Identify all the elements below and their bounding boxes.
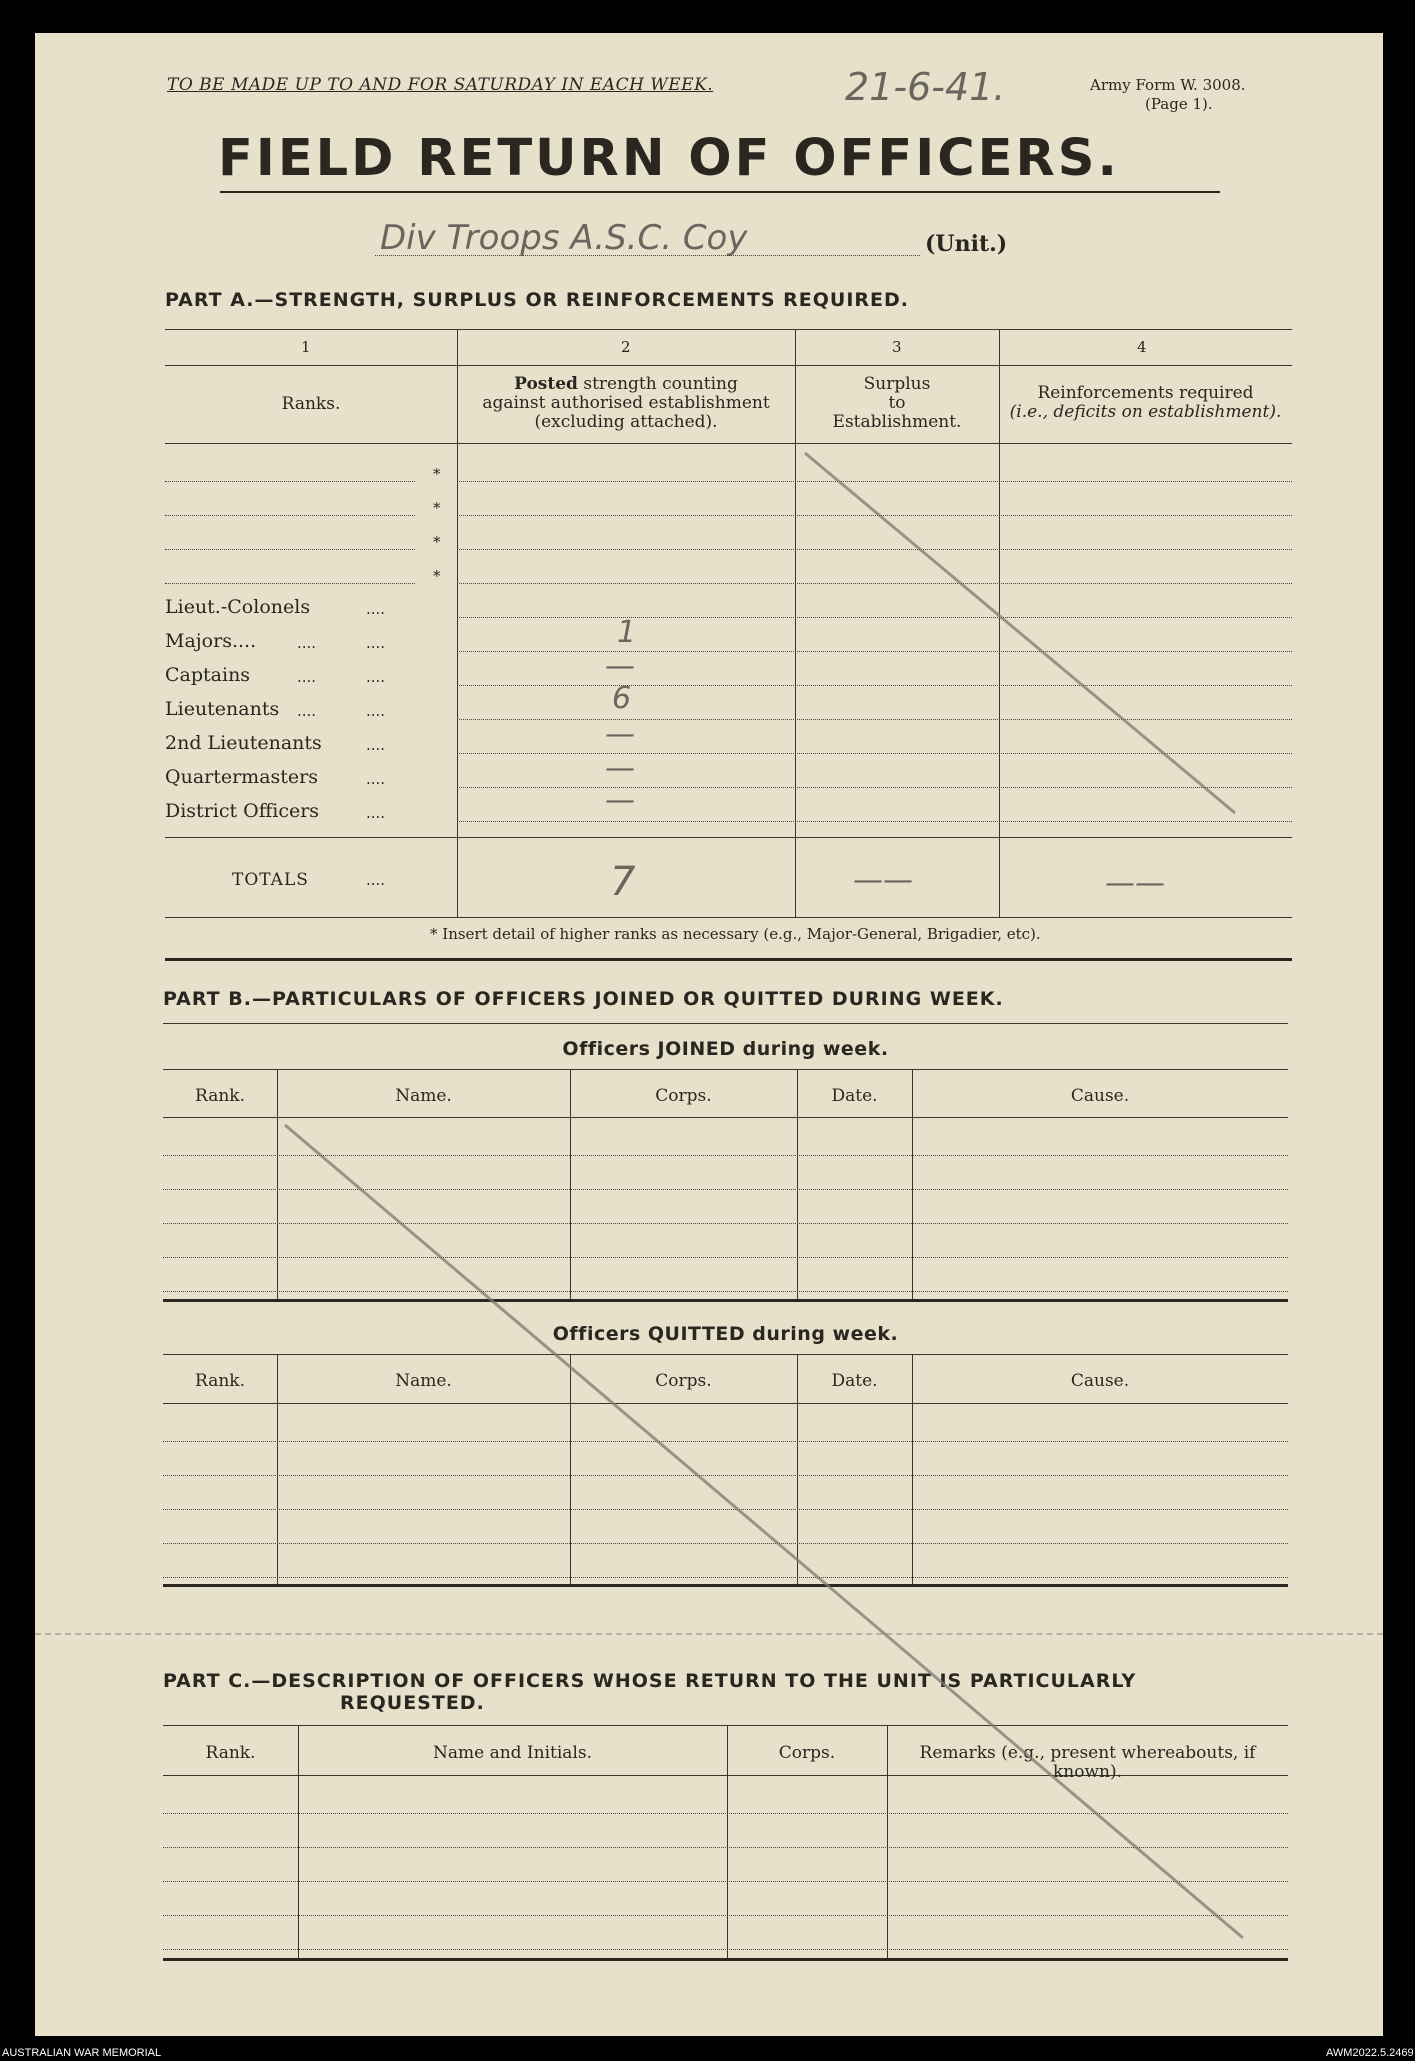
posted-value: 1 (617, 615, 637, 650)
part-c-heading-1: PART C.—DESCRIPTION OF OFFICERS WHOSE RETURN TO THE UNIT IS PARTICULARLY (163, 1670, 1137, 1692)
posted-value: — (605, 751, 635, 786)
col-number-1: 1 (301, 338, 311, 356)
leader-dots: .... (366, 770, 386, 788)
form-number: Army Form W. 3008. (1090, 76, 1246, 94)
col-reinf-line1: Reinforcements required (1037, 383, 1254, 403)
totals-reinforcements: —— (1105, 866, 1165, 901)
asterisk-4: * (433, 567, 441, 585)
part-a-heading: PART A.—STRENGTH, SURPLUS OR REINFORCEMENTS REQUIRED. (165, 289, 910, 311)
rank-label: Lieut.-Colonels (165, 596, 311, 618)
strike-part-a (805, 453, 1235, 813)
posted-value: — (605, 717, 635, 752)
joined-col-name: Name. (395, 1086, 452, 1106)
part-c-col-remarks: Remarks (e.g., present whereabouts, if known). (919, 1743, 1256, 1782)
rank-label: Captains (165, 664, 251, 686)
rank-label: Lieutenants (165, 698, 280, 720)
unit-label: (Unit.) (925, 231, 1008, 257)
col-number-4: 4 (1137, 338, 1147, 356)
leader-dots: .... (366, 668, 386, 686)
leader-dots: .... (366, 702, 386, 720)
asterisk-2: * (433, 499, 441, 517)
col-surplus-line2: to (888, 393, 906, 413)
totals-leader: .... (366, 871, 386, 889)
totals-surplus: —— (853, 863, 913, 898)
page-title: FIELD RETURN OF OFFICERS. (218, 129, 1120, 188)
quitted-col-date: Date. (831, 1371, 878, 1391)
part-b-heading: PART B.—PARTICULARS OF OFFICERS JOINED OR QUITTED DURING WEEK. (163, 988, 1004, 1010)
joined-heading: Officers JOINED during week. (562, 1038, 889, 1060)
pencil-strike-lines (35, 33, 1383, 2036)
totals-label: TOTALS (232, 870, 309, 890)
leader-dots: .... (297, 668, 317, 686)
col-posted-bold: Posted (514, 374, 578, 394)
rank-label: Majors.... (165, 630, 257, 652)
joined-col-rank: Rank. (195, 1086, 245, 1106)
leader-dots: .... (297, 702, 317, 720)
part-c-heading-2: REQUESTED. (340, 1692, 485, 1714)
col-number-3: 3 (892, 338, 902, 356)
footer-left: AUSTRALIAN WAR MEMORIAL (2, 2047, 162, 2059)
leader-dots: .... (366, 736, 386, 754)
quitted-col-rank: Rank. (195, 1371, 245, 1391)
handwritten-date: 21-6-41. (845, 65, 1006, 109)
quitted-col-corps: Corps. (655, 1371, 712, 1391)
quitted-col-cause: Cause. (1070, 1371, 1130, 1391)
strike-part-b-c (285, 1125, 1243, 1938)
footer-right: AWM2022.5.2469 (1326, 2047, 1414, 2059)
quitted-col-name: Name. (395, 1371, 452, 1391)
leader-dots: .... (366, 804, 386, 822)
joined-col-corps: Corps. (655, 1086, 712, 1106)
col-surplus-line3: Establishment. (832, 412, 962, 432)
rank-label: 2nd Lieutenants (165, 732, 322, 754)
posted-value: — (605, 649, 635, 684)
posted-value: 6 (612, 681, 632, 716)
part-a-footnote: * Insert detail of higher ranks as necessary (e.g., Major-General, Brigadier, etc). (430, 925, 1041, 943)
form-sheet (35, 33, 1383, 2036)
col-posted-line3: (excluding attached). (534, 412, 718, 432)
part-c-col-corps: Corps. (778, 1743, 836, 1763)
instruction-line: TO BE MADE UP TO AND FOR SATURDAY IN EACH WEEK. (167, 75, 714, 95)
col-reinf-line2: (i.e., deficits on establishment). (1009, 402, 1282, 422)
page-number: (Page 1). (1145, 95, 1213, 113)
col-number-2: 2 (621, 338, 631, 356)
col-surplus-line1: Surplus (863, 374, 931, 394)
col-posted-line2: against authorised establishment (482, 393, 770, 413)
asterisk-3: * (433, 533, 441, 551)
posted-value: — (605, 783, 635, 818)
part-c-col-name: Name and Initials. (432, 1743, 593, 1763)
quitted-heading: Officers QUITTED during week. (552, 1323, 899, 1345)
col-posted-line1: strength counting (577, 374, 738, 394)
joined-col-date: Date. (831, 1086, 878, 1106)
leader-dots: .... (297, 634, 317, 652)
rank-label: Quartermasters (165, 766, 318, 788)
leader-dots: .... (366, 634, 386, 652)
leader-dots: .... (366, 600, 386, 618)
part-c-col-rank: Rank. (205, 1743, 256, 1763)
joined-col-cause: Cause. (1070, 1086, 1130, 1106)
unit-value: Div Troops A.S.C. Coy (380, 218, 748, 258)
asterisk-1: * (433, 465, 441, 483)
totals-posted: 7 (610, 859, 636, 905)
rank-label: District Officers (165, 800, 320, 822)
col-ranks-header: Ranks. (281, 394, 341, 414)
